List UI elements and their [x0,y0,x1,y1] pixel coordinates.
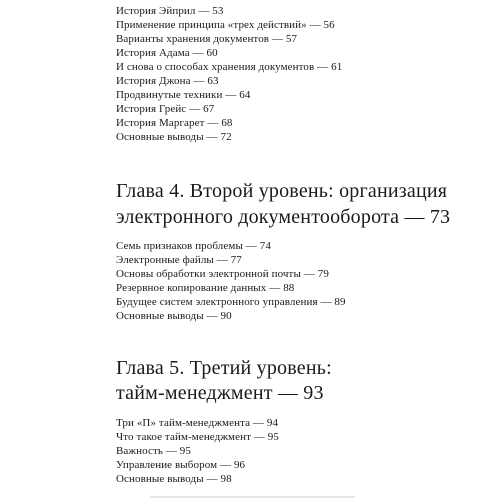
page-bottom-shadow [150,496,355,498]
chapter-title-line-1: Глава 5. Третий уровень: [116,357,332,379]
toc-entry: История Адама — 60 [116,47,218,59]
toc-entry: Важность — 95 [116,445,191,457]
toc-entry: Управление выбором — 96 [116,459,246,471]
toc-entry: Электронные файлы — 77 [116,254,242,266]
chapter-title-line-2: тайм-менеджмент — 93 [116,382,324,404]
toc-entry: И снова о способах хранения документов — 61 [116,61,343,73]
toc-entry: Основные выводы — 98 [116,473,232,485]
toc-entry: История Грейс — 67 [116,103,215,115]
toc-entry: Что такое тайм-менеджмент — 95 [116,431,279,443]
toc-entry: Резервное копирование данных — 88 [116,282,295,294]
chapter-title-line-2: электронного документооборота — 73 [116,206,451,228]
toc-entry: Семь признаков проблемы — 74 [116,240,271,252]
toc-entry: Применение принципа «трех действий» — 56 [116,19,335,31]
toc-entry: История Эйприл — 53 [116,5,224,17]
toc-entry: Основные выводы — 72 [116,131,232,143]
toc-entry: История Маргарет — 68 [116,117,233,129]
toc-entry: Основные выводы — 90 [116,310,232,322]
toc-entry: Три «П» тайм-менеджмента — 94 [116,417,279,429]
chapter-title-line-1: Глава 4. Второй уровень: организация [116,180,448,202]
toc-entry: История Джона — 63 [116,75,219,87]
toc-entry: Будущее систем электронного управления — 89 [116,296,346,308]
toc-entry: Основы обработки электронной почты — 79 [116,268,329,280]
toc-entry: Продвинутые техники — 64 [116,89,251,101]
toc-entry: Варианты хранения документов — 57 [116,33,298,45]
